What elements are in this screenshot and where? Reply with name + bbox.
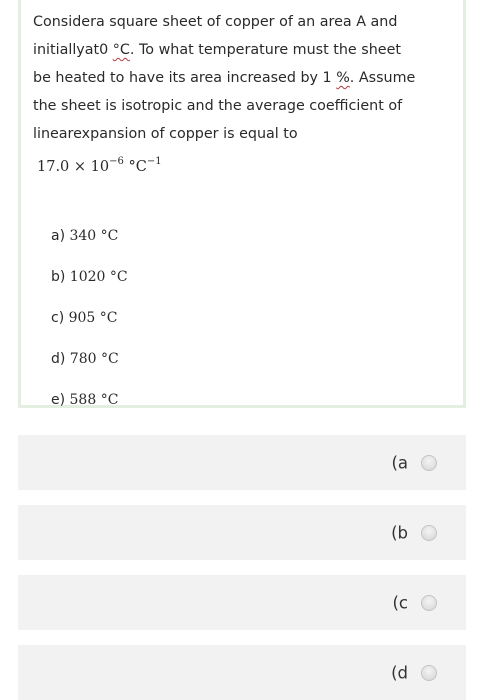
option-letter: e) [51,392,66,408]
answer-choice-c[interactable] [18,575,466,630]
spellcheck-underline-percent: % [336,70,350,86]
option-value: 340 °C [65,228,119,244]
option-a [51,228,128,269]
option-c [51,310,128,351]
answer-label-c: (c [392,593,408,612]
formula-base: 17.0 × 10 [37,159,110,175]
answer-choice-d[interactable] [18,645,466,700]
answer-label-b: (b [391,523,408,542]
radio-button-d[interactable] [421,665,437,681]
answer-label-d: (d [391,663,408,682]
formula-exponent: −6 [109,156,124,167]
option-letter: a) [51,228,66,244]
option-letter: d) [51,351,66,367]
option-b [51,269,128,310]
question-card [18,0,466,408]
option-value: 1020 °C [65,269,128,285]
question-text [33,8,453,148]
question-line-2-end: . To what temperature must the sheet [129,42,401,58]
option-d [51,351,128,392]
spellcheck-underline-unit: °C [112,42,130,58]
question-line-3-end: . Assume [349,70,416,86]
option-value: 780 °C [65,351,119,367]
radio-button-a[interactable] [421,455,437,471]
option-letter: b) [51,269,66,285]
option-e [51,392,128,433]
question-line-4: the sheet is isotropic and the average coefficient of [33,98,403,114]
question-line-5: linearexpansion of copper is equal to [33,126,298,142]
question-line-1: Considera square sheet of copper of an area A and [33,14,398,30]
coefficient-formula [37,156,162,175]
radio-button-c[interactable] [421,595,437,611]
option-value: 905 °C [64,310,118,326]
option-letter: c) [51,310,65,326]
option-value: 588 °C [65,392,119,408]
option-list [51,228,128,433]
answer-choice-b[interactable] [18,505,466,560]
radio-button-b[interactable] [421,525,437,541]
question-line-3-start: be heated to have its area increased by 1 [33,70,337,86]
answer-label-a: (a [391,453,408,472]
formula-unit: °C [123,159,147,175]
answer-choice-a[interactable] [18,435,466,490]
formula-unit-exponent: −1 [146,156,162,167]
question-line-2-start: initiallyat0 [33,42,113,58]
